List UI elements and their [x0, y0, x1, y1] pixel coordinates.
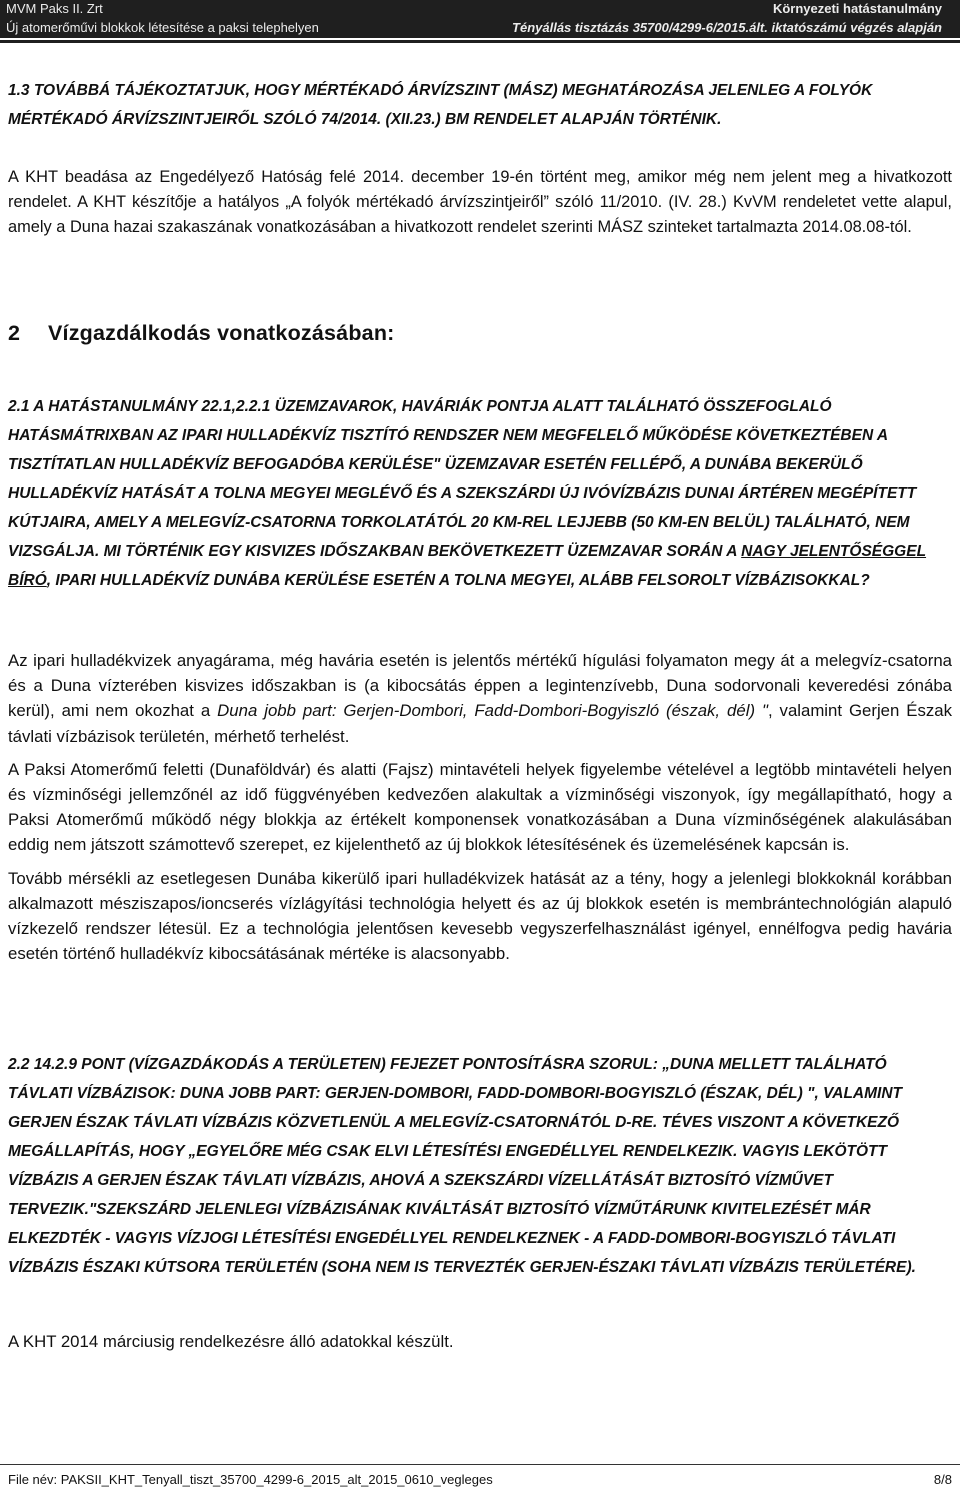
section-2-2-heading-text: 2.2 14.2.9 PONT (VÍZGAZDÁKODÁS A TERÜLETEN) FEJEZET PONTOSÍTÁSRA SZORUL: „DUNA MELLETT TALÁLHATÓ TÁVLATI VÍZBÁZISOK: DUNA JOBB PART: GERJEN-DOMBORI, FADD-DOMBORI-BOGYISZLÓ (ÉSZAK, DÉL) ", VALAMINT GERJEN ÉSZAK TÁVLATI VÍZBÁZIS KÖZVETLENÜL A MELEGVÍZ-CSATORNÁTÓL D-RE. TÉVES VISZONT A KÖVETKEZŐ MEGÁLLAPÍTÁS, HOGY „EGYELŐRE MÉG CSAK ELVI LÉTESÍTÉSI ENGEDÉLLYEL RENDELKEZIK. VAGYIS LEKÖTÖTT VÍZBÁZIS A GERJEN ÉSZAK TÁVLATI VÍZBÁZIS, AHOVÁ A SZEKSZÁRDI VÍZELLÁTÁSÁT BIZTOSÍTÓ VÍZMŰVET TERVEZIK."SZEKSZÁRD JELENLEGI VÍZBÁZISÁNAK KIVÁLTÁSÁT BIZTOSÍTÓ VÍZMŰTÁRUNK KIVITELEZÉSÉT MÁR ELKEZDTÉK - VAGYIS VÍZJOGI LÉTESÍTÉSI ENGEDÉLLYEL RENDELKEZNEK - A FADD-DOMBORI-BOGYISZLÓ TÁVLATI VÍZBÁZIS ÉSZAKI KÚTSORA TERÜLETÉN (SOHA NEM IS TERVEZTÉK GERJEN-ÉSZAKI TÁVLATI VÍZBÁZIS TERÜLETÉRE). — [8, 1056, 916, 1276]
section-2-title: Vízgazdálkodás vonatkozásában: — [48, 321, 395, 345]
section-2-heading — [8, 321, 952, 346]
footer-page-number: 8/8 — [933, 1472, 952, 1487]
section-2-1-heading — [8, 392, 952, 595]
page-footer — [0, 1464, 960, 1493]
paragraph-1-text-b: , valamint Gerjen Észak távlati vízbázisok területén, mérhető terhelést. — [8, 701, 952, 746]
section-2-1-heading-end: , IPARI HULLADÉKVÍZ DUNÁBA KERÜLÉSE ESETÉN A TOLNA MEGYEI, ALÁBB FELSOROLT VÍZBÁZISOKKAL? — [46, 572, 870, 589]
header-rule — [0, 40, 960, 43]
header-project: Új atomerőművi blokkok létesítése a paksi telephelyen — [6, 20, 319, 35]
section-2-1-heading-text: 2.1 A HATÁSTANULMÁNY 22.1,2.2.1 ÜZEMZAVAROK, HAVÁRIÁK PONTJA ALATT TALÁLHATÓ ÖSSZEFOGLALÓ HATÁSMÁTRIXBAN AZ IPARI HULLADÉKVÍZ TISZTÍTÓ RENDSZER NEM MEGFELELŐ MŰKÖDÉSE KÖVETKEZTÉBEN A TISZTÍTATLAN HULLADÉKVÍZ BEFOGADÓBA KERÜLÉSE" ÜZEMZAVAR ESETÉN FELLÉPŐ, A DUNÁBA BEKERÜLŐ HULLADÉKVÍZ HATÁSÁT A TOLNA MEGYEI MEGLÉVŐ ÉS A SZEKSZÁRDI ÚJ IVÓVÍZBÁZIS DUNAI ÁRTÉREN MEGÉPÍTETT KÚTJAIRA, AMELY A MELEGVÍZ-CSATORNA TORKOLATÁTÓL 20 KM-REL LEJJEBB (50 KM-EN BELÜL) TALÁLHATÓ, NEM VIZSGÁLJA. MI TÖRTÉNIK EGY KISVIZES IDŐSZAKBAN BEKÖVETKEZETT ÜZEMZAVAR SORÁN A — [8, 398, 917, 560]
section-2-1-body — [8, 648, 952, 966]
footer-rule — [0, 1464, 960, 1465]
section-2-1-paragraph-2: A Paksi Atomerőmű feletti (Dunaföldvár) és alatti (Fajsz) mintavételi helyek figyelembe vételével a legtöbb mintavételi helyen és vízminőségi jellemzőnél az idő függvényében kedvezően alakultak a vízminőségi viszonyok, így megállapítható, hogy a Paksi Atomerőmű működő négy blokkja az értékelt komponensek vonatkozásában a Duna vízminőségének alakulásában eddig nem játszott számottevő szerepet, ez kijelenthető az új blokkok létesítésének és üzemelésének kapcsán is. — [8, 759, 952, 855]
section-2-1-paragraph-1 — [8, 648, 952, 749]
section-1-3-paragraph: A KHT beadása az Engedélyező Hatóság felé 2014. december 19-én történt meg, amikor még nem jelent meg a hivatkozott rendelet. A KHT készítője a hatályos „A folyók mértékadó árvízszintjeiről” szóló 11/2010. (IV. 28.) KvVM rendeletet vette alapul, amely a Duna hazai szakaszának vonatkozásában a hivatkozott rendelet szerinti MÁSZ szinteket tartalmazta 2014.08.08-tól. — [8, 168, 952, 237]
section-2-1-paragraph-3: Tovább mérsékli az esetlegesen Dunába kikerülő ipari hulladékvizek hatását az a tény, hogy a jelenlegi blokkoknál korábban alkalmazott mésziszapos/ioncserés vízlágyítási technológia helyett és az új blokkok esetén is membrántechnológián alapuló vízkezelő rendszer létesül. Ez a technológia jelentősen kevesebb vegyszerfelhasználást igényel, ennélfogva pedig havária esetén történő hulladékvíz kibocsátásának mértéke is alacsonyabb. — [8, 868, 952, 964]
page-header — [0, 0, 960, 44]
section-2-2-heading — [8, 1050, 952, 1282]
paragraph-1-italic: Duna jobb part: Gerjen-Dombori, Fadd-Dombori-Bogyiszló (észak, dél) " — [217, 701, 768, 721]
paragraph-1-text-a: Az ipari hulladékvizek anyagárama, még havária esetén is jelentős mértékű hígulási folyamaton megy át a melegvíz-csatorna és a Duna vízterében kisvizes időszakban is (a kibocsátás éppen a legintenzívebb, Duna sodorvonali keveredési zónába kerül), ami nem okozhat a — [8, 651, 952, 721]
footer-file-name: File név: PAKSII_KHT_Tenyall_tiszt_35700_4299-6_2015_alt_2015_0610_vegleges — [8, 1472, 493, 1487]
section-1-3-heading — [8, 76, 952, 134]
section-2-2-body — [8, 1329, 952, 1354]
section-1-3-heading-line2: MÉRTÉKADÓ ÁRVÍZSZINTJEIRŐL SZÓLÓ 74/2014. (XII.23.) BM RENDELET ALAPJÁN TÖRTÉNIK. — [8, 111, 722, 128]
header-subtitle: Tényállás tisztázás 35700/4299-6/2015.ált. iktatószámú végzés alapján — [512, 20, 942, 35]
section-2-1-heading-underlined: NAGY JELENTŐSÉGGEL BÍRÓ — [8, 543, 927, 589]
section-1-3-heading-line1: 1.3 TOVÁBBÁ TÁJÉKOZTATJUK, HOGY MÉRTÉKADÓ ÁRVÍZSZINT (MÁSZ) MEGHATÁROZÁSA JELENLEG A FOLYÓK — [8, 82, 873, 99]
header-company: MVM Paks II. Zrt — [6, 1, 103, 16]
section-1-3-body — [8, 165, 952, 241]
header-doc-type: Környezeti hatástanulmány — [772, 1, 942, 16]
section-2-number: 2 — [8, 321, 21, 345]
section-2-2-paragraph: A KHT 2014 márciusig rendelkezésre álló adatokkal készült. — [8, 1332, 454, 1351]
